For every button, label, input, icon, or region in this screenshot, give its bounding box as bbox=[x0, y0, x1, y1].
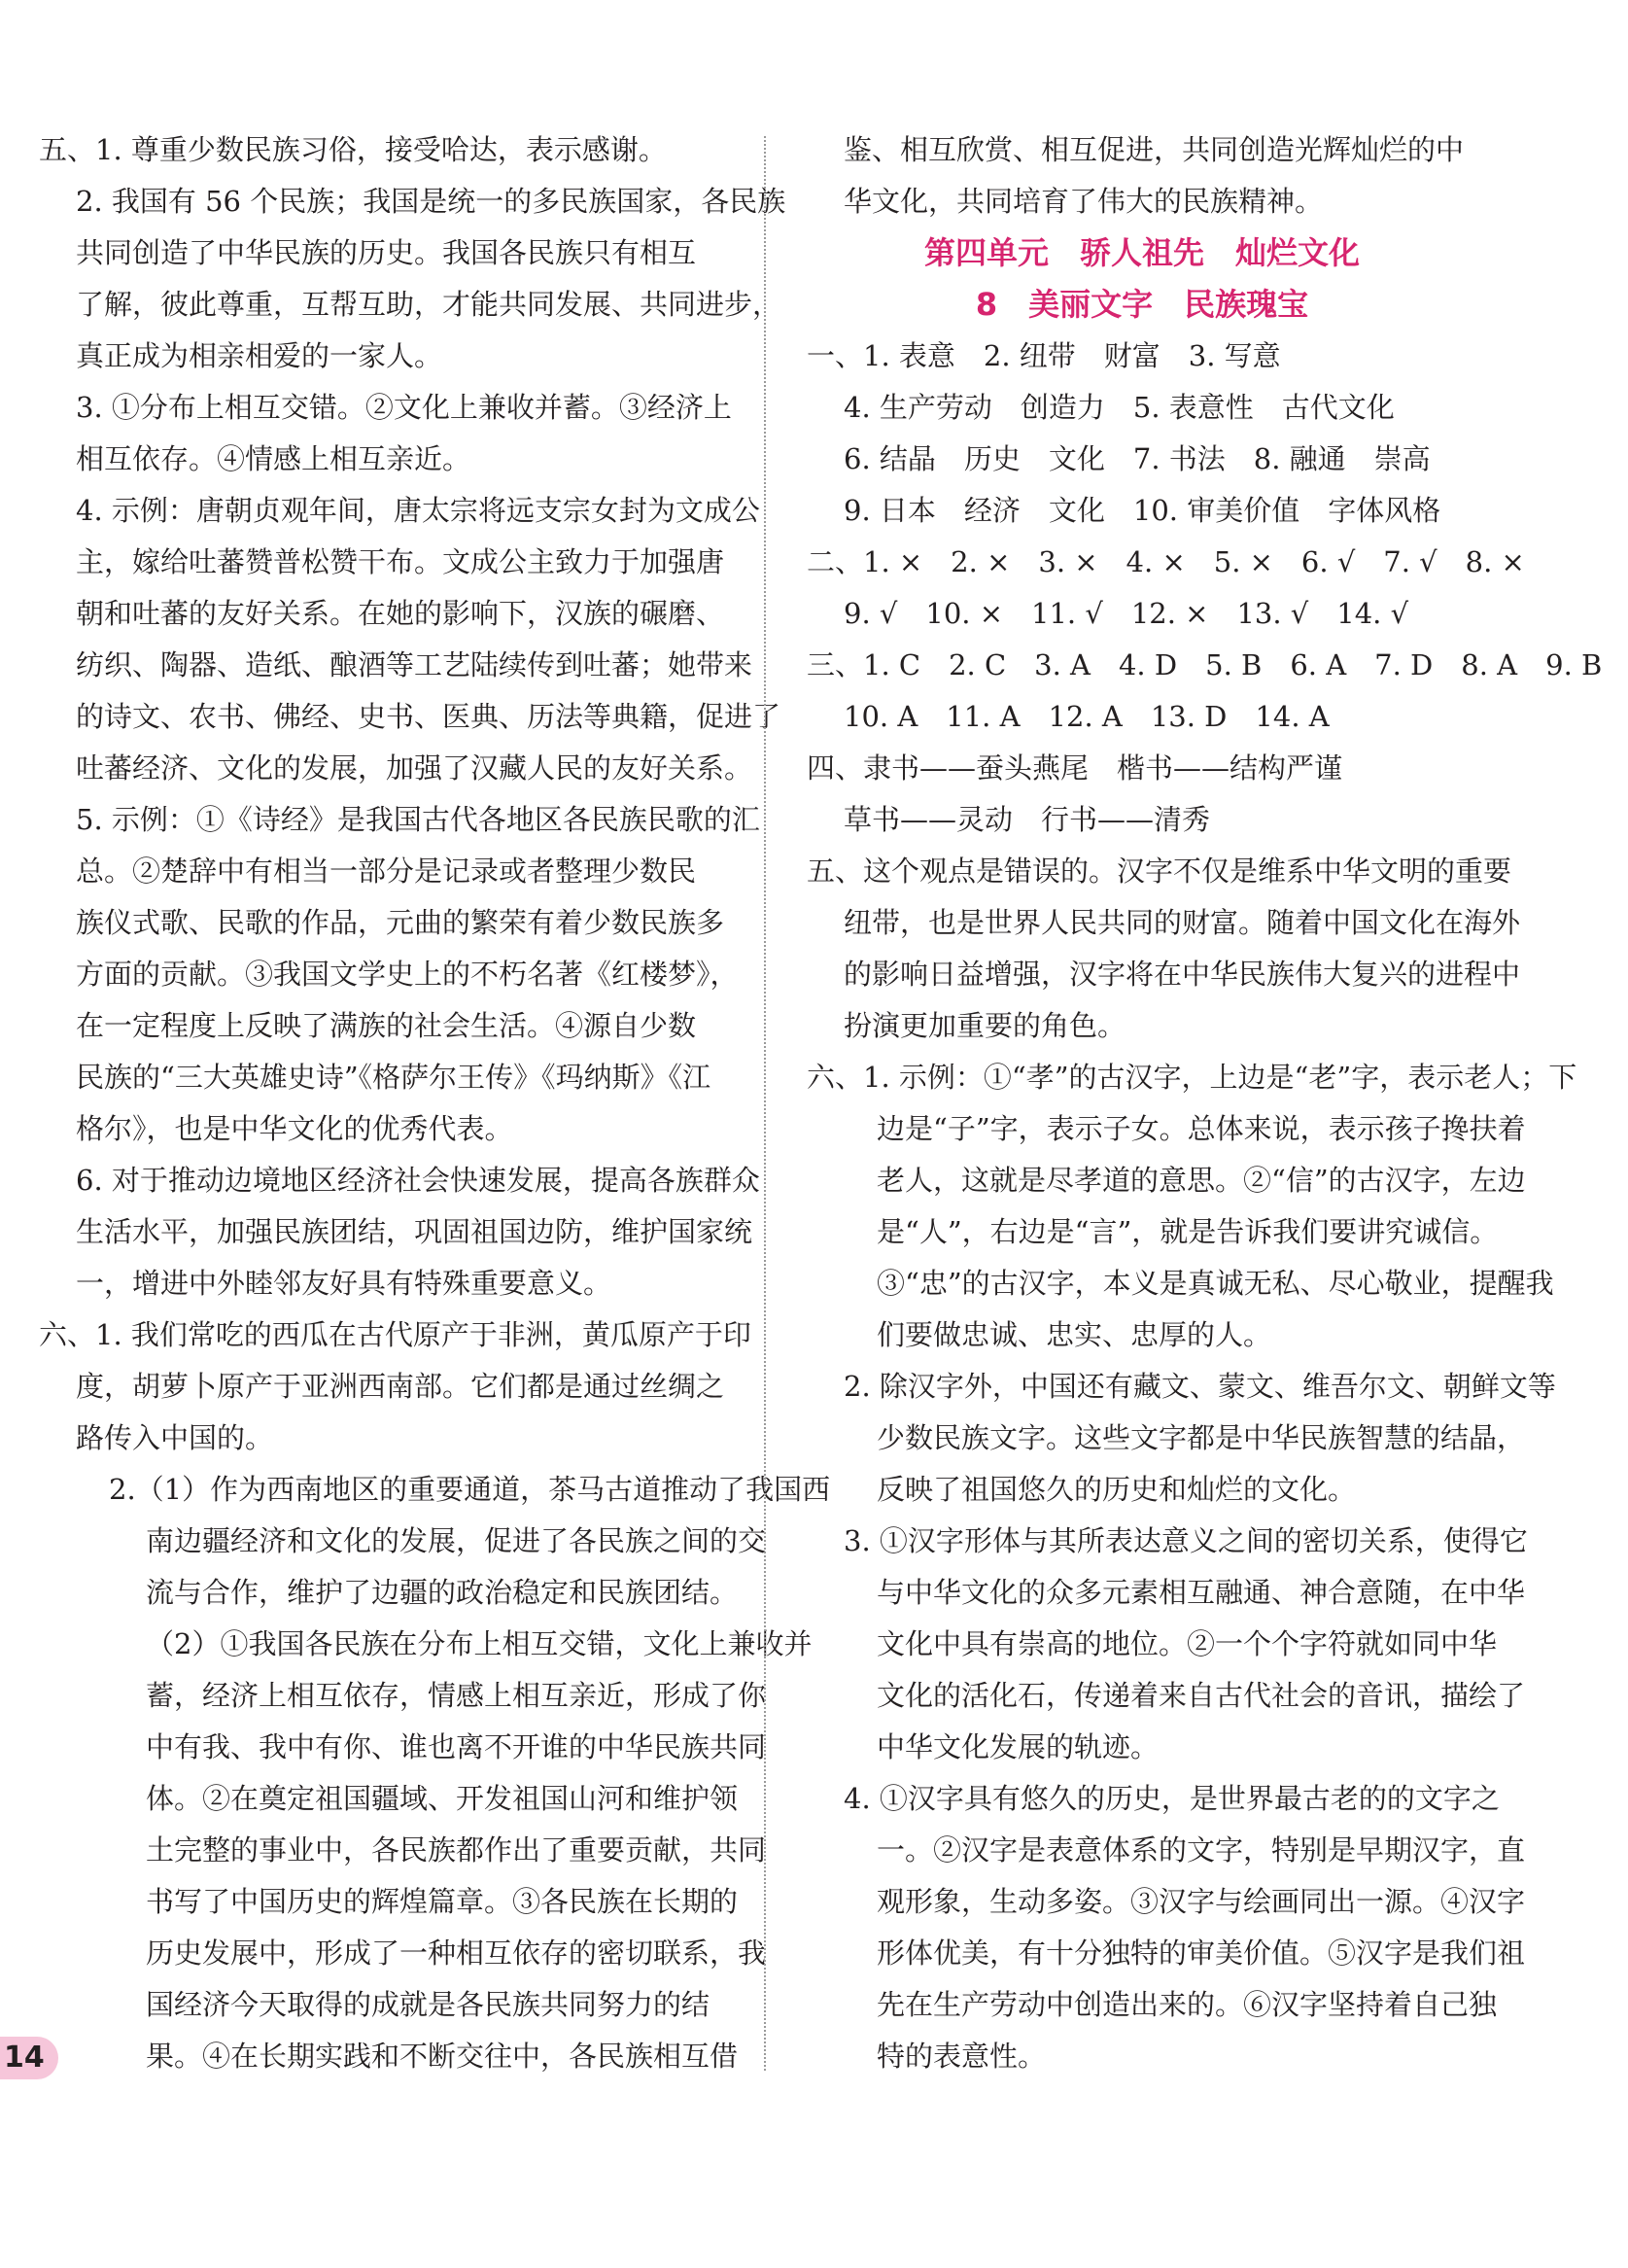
text-line: 果。④在长期实践和不断交往中，各民族相互借 bbox=[146, 2040, 739, 2073]
text-line: 四、隶书——蚕头燕尾 楷书——结构严谨 bbox=[807, 751, 1343, 785]
section-heading: 第四单元 骄人祖先 灿烂文化 bbox=[923, 234, 1360, 271]
column-divider bbox=[764, 136, 766, 2071]
text-line: 历史发展中，形成了一种相互依存的密切联系，我 bbox=[146, 1937, 767, 1970]
text-line: 特的表意性。 bbox=[877, 2040, 1047, 2073]
text-line: 4. ①汉字具有悠久的历史，是世界最古老的的文字之 bbox=[844, 1782, 1500, 1815]
text-line: 南边疆经济和文化的发展，促进了各民族之间的交 bbox=[146, 1524, 767, 1557]
text-line: （2）①我国各民族在分布上相互交错，文化上兼收并 bbox=[146, 1627, 813, 1660]
text-line: 六、1. 我们常吃的西瓜在古代原产于非洲，黄瓜原产于印 bbox=[39, 1318, 751, 1351]
text-line: 10. A 11. A 12. A 13. D 14. A bbox=[844, 700, 1330, 733]
text-line: 真正成为相亲相爱的一家人。 bbox=[76, 339, 443, 372]
text-line: 纽带，也是世界人民共同的财富。随着中国文化在海外 bbox=[844, 906, 1521, 939]
text-line: 共同创造了中华民族的历史。我国各民族只有相互 bbox=[76, 236, 697, 269]
text-line: 一，增进中外睦邻友好具有特殊重要意义。 bbox=[76, 1267, 612, 1300]
text-line: 方面的贡献。③我国文学史上的不朽名著《红楼梦》， bbox=[76, 958, 739, 991]
text-line: 少数民族文字。这些文字都是中华民族智慧的结晶， bbox=[877, 1421, 1526, 1454]
text-line: 流与合作，维护了边疆的政治稳定和民族团结。 bbox=[146, 1576, 739, 1609]
text-line: 鉴、相互欣赏、相互促进，共同创造光辉灿烂的中 bbox=[844, 133, 1465, 166]
text-line: 五、这个观点是错误的。汉字不仅是维系中华文明的重要 bbox=[807, 855, 1512, 888]
text-line: 蓄，经济上相互依存，情感上相互亲近，形成了你 bbox=[146, 1679, 767, 1712]
text-line: 土完整的事业中，各民族都作出了重要贡献，共同 bbox=[146, 1833, 767, 1867]
section-heading: 8 美丽文字 民族瑰宝 bbox=[975, 286, 1309, 323]
text-line: 三、1. C 2. C 3. A 4. D 5. B 6. A 7. D 8. A 9. B bbox=[807, 648, 1603, 681]
text-line: 路传入中国的。 bbox=[76, 1421, 274, 1454]
text-line: 与中华文化的众多元素相互融通、神合意随，在中华 bbox=[877, 1576, 1526, 1609]
text-line: 国经济今天取得的成就是各民族共同努力的结 bbox=[146, 1988, 710, 2021]
text-line: 主，嫁给吐蕃赞普松赞干布。文成公主致力于加强唐 bbox=[76, 545, 725, 578]
text-line: 一、1. 表意 2. 纽带 财富 3. 写意 bbox=[807, 339, 1281, 372]
text-line: 6. 对于推动边境地区经济社会快速发展，提高各族群众 bbox=[76, 1164, 760, 1197]
text-line: 2.（1）作为西南地区的重要通道，茶马古道推动了我国西 bbox=[109, 1473, 831, 1506]
text-line: 3. ①汉字形体与其所表达意义之间的密切关系，使得它 bbox=[844, 1524, 1528, 1557]
text-line: 形体优美，有十分独特的审美价值。⑤汉字是我们祖 bbox=[877, 1937, 1526, 1970]
text-line: 文化的活化石，传递着来自古代社会的音讯，描绘了 bbox=[877, 1679, 1526, 1712]
text-line: 度，胡萝卜原产于亚洲西南部。它们都是通过丝绸之 bbox=[76, 1370, 725, 1403]
text-line: 草书——灵动 行书——清秀 bbox=[844, 803, 1211, 836]
text-line: 族仪式歌、民歌的作品，元曲的繁荣有着少数民族多 bbox=[76, 906, 725, 939]
text-line: 9. 日本 经济 文化 10. 审美价值 字体风格 bbox=[844, 494, 1441, 527]
text-line: 先在生产劳动中创造出来的。⑥汉字坚持着自己独 bbox=[877, 1988, 1498, 2021]
text-line: 4. 示例：唐朝贞观年间，唐太宗将远支宗女封为文成公 bbox=[76, 494, 760, 527]
text-line: 纺织、陶器、造纸、酿酒等工艺陆续传到吐蕃；她带来 bbox=[76, 648, 753, 681]
text-line: 五、1. 尊重少数民族习俗，接受哈达，表示感谢。 bbox=[39, 133, 667, 166]
text-line: 中华文化发展的轨迹。 bbox=[877, 1730, 1160, 1763]
text-line: 在一定程度上反映了满族的社会生活。④源自少数 bbox=[76, 1009, 697, 1042]
page-number-badge bbox=[0, 2037, 58, 2079]
text-line: 是“人”，右边是“言”，就是告诉我们要讲究诚信。 bbox=[877, 1215, 1499, 1248]
text-line: 的影响日益增强，汉字将在中华民族伟大复兴的进程中 bbox=[844, 958, 1521, 991]
text-line: 老人，这就是尽孝道的意思。②“信”的古汉字，左边 bbox=[877, 1164, 1526, 1197]
text-line: 的诗文、农书、佛经、史书、医典、历法等典籍，促进了 bbox=[76, 700, 781, 733]
text-line: ③“忠”的古汉字，本义是真诚无私、尽心敬业，提醒我 bbox=[877, 1267, 1554, 1300]
text-line: 相互依存。④情感上相互亲近。 bbox=[76, 442, 471, 475]
text-line: 生活水平，加强民族团结，巩固祖国边防，维护国家统 bbox=[76, 1215, 753, 1248]
text-line: 边是“子”字，表示子女。总体来说，表示孩子搀扶着 bbox=[877, 1112, 1526, 1145]
text-line: 中有我、我中有你、谁也离不开谁的中华民族共同 bbox=[146, 1730, 767, 1763]
right-column bbox=[807, 124, 1603, 2082]
text-line: 华文化，共同培育了伟大的民族精神。 bbox=[844, 185, 1324, 218]
text-line: 5. 示例：①《诗经》是我国古代各地区各民族民歌的汇 bbox=[76, 803, 760, 836]
text-line: 体。②在奠定祖国疆域、开发祖国山河和维护领 bbox=[146, 1782, 739, 1815]
text-line: 扮演更加重要的角色。 bbox=[844, 1009, 1126, 1042]
text-line: 格尔》，也是中华文化的优秀代表。 bbox=[76, 1112, 513, 1145]
text-line: 文化中具有崇高的地位。②一个个字符就如同中华 bbox=[877, 1627, 1498, 1660]
text-line: 二、1. × 2. × 3. × 4. × 5. × 6. √ 7. √ 8. × bbox=[807, 545, 1525, 578]
text-line: 书写了中国历史的辉煌篇章。③各民族在长期的 bbox=[146, 1885, 739, 1918]
text-line: 9. √ 10. × 11. √ 12. × 13. √ 14. √ bbox=[844, 597, 1409, 630]
text-line: 了解，彼此尊重，互帮互助，才能共同发展、共同进步， bbox=[76, 288, 781, 321]
text-line: 六、1. 示例：①“孝”的古汉字，上边是“老”字，表示老人；下 bbox=[807, 1061, 1577, 1094]
text-line: 6. 结晶 历史 文化 7. 书法 8. 融通 崇高 bbox=[844, 442, 1431, 475]
text-line: 民族的“三大英雄史诗”《格萨尔王传》《玛纳斯》《江 bbox=[76, 1061, 711, 1094]
text-line: 吐蕃经济、文化的发展，加强了汉藏人民的友好关系。 bbox=[76, 751, 753, 785]
text-line: 观形象，生动多姿。③汉字与绘画同出一源。④汉字 bbox=[877, 1885, 1526, 1918]
left-column bbox=[39, 124, 831, 2082]
page-number: 14 bbox=[4, 2041, 45, 2075]
text-line: 3. ①分布上相互交错。②文化上兼收并蓄。③经济上 bbox=[76, 391, 732, 424]
text-line: 朝和吐蕃的友好关系。在她的影响下，汉族的碾磨、 bbox=[76, 597, 725, 630]
text-line: 总。②楚辞中有相当一部分是记录或者整理少数民 bbox=[76, 855, 697, 888]
text-line: 一。②汉字是表意体系的文字，特别是早期汉字，直 bbox=[877, 1833, 1526, 1867]
text-line: 2. 我国有 56 个民族；我国是统一的多民族国家，各民族 bbox=[76, 185, 786, 218]
text-line: 4. 生产劳动 创造力 5. 表意性 古代文化 bbox=[844, 391, 1395, 424]
text-line: 反映了祖国悠久的历史和灿烂的文化。 bbox=[877, 1473, 1357, 1506]
text-line: 们要做忠诚、忠实、忠厚的人。 bbox=[877, 1318, 1272, 1351]
text-line: 2. 除汉字外，中国还有藏文、蒙文、维吾尔文、朝鲜文等 bbox=[844, 1370, 1556, 1403]
